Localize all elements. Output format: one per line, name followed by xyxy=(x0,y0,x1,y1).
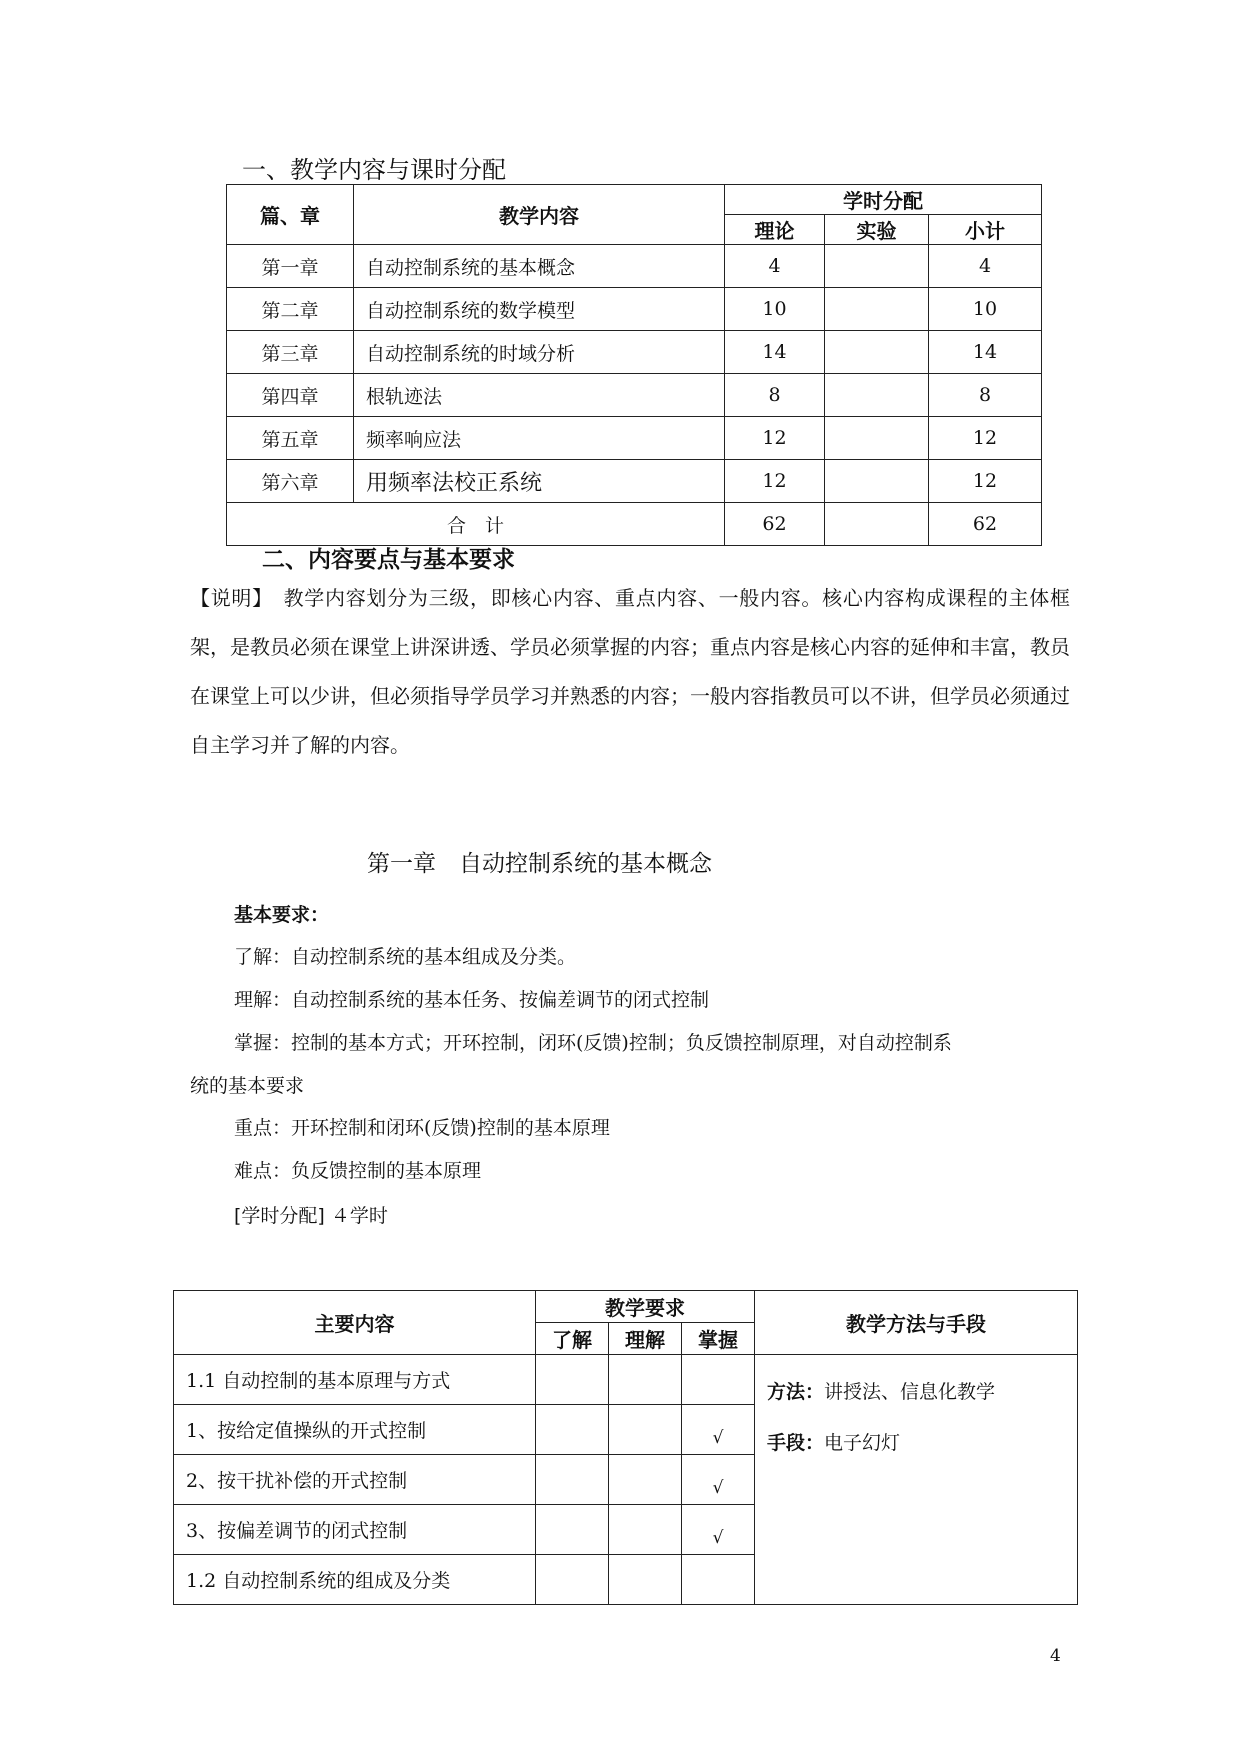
total-label: 合 计 xyxy=(227,503,725,546)
method-cell xyxy=(755,1355,1078,1605)
theory-cell: 12 xyxy=(725,417,825,460)
content-cell: 2、按干扰补偿的开式控制 xyxy=(174,1455,536,1505)
header-content: 教学内容 xyxy=(354,185,725,245)
know-cell xyxy=(536,1555,609,1605)
means-label: 手段： xyxy=(767,1432,825,1454)
master-cell xyxy=(682,1355,755,1405)
page-number: 4 xyxy=(1050,1646,1061,1666)
subtotal-cell: 8 xyxy=(929,374,1042,417)
header-method: 教学方法与手段 xyxy=(755,1291,1078,1355)
header-chapter: 篇、章 xyxy=(227,185,354,245)
experiment-cell xyxy=(825,460,929,503)
header-theory: 理论 xyxy=(725,215,825,245)
chapter-cell: 第六章 xyxy=(227,460,354,503)
total-experiment xyxy=(825,503,929,546)
understand-cell xyxy=(609,1505,682,1555)
section1-title: 一、教学内容与课时分配 xyxy=(242,156,506,184)
master-check: √ xyxy=(682,1505,755,1555)
understand-line: 了解：自动控制系统的基本组成及分类。 xyxy=(234,946,577,968)
know-cell xyxy=(536,1455,609,1505)
theory-cell: 10 xyxy=(725,288,825,331)
content-cell: 频率响应法 xyxy=(354,417,725,460)
section2-title: 二、内容要点与基本要求 xyxy=(262,547,515,573)
chapter-title: 第一章 自动控制系统的基本概念 xyxy=(367,851,712,877)
content-cell: 根轨迹法 xyxy=(354,374,725,417)
master-cell xyxy=(682,1555,755,1605)
content-cell: 1、按给定值操纵的开式控制 xyxy=(174,1405,536,1455)
subtotal-cell: 10 xyxy=(929,288,1042,331)
content-cell: 3、按偏差调节的闭式控制 xyxy=(174,1505,536,1555)
table-row xyxy=(227,245,1042,288)
experiment-cell xyxy=(825,417,929,460)
means-value: 电子幻灯 xyxy=(824,1432,901,1454)
header-master: 掌握 xyxy=(682,1323,755,1355)
table-row xyxy=(227,374,1042,417)
chapter-cell: 第一章 xyxy=(227,245,354,288)
table-row xyxy=(174,1355,1078,1405)
chapter1-content-table xyxy=(173,1290,1078,1605)
theory-cell: 4 xyxy=(725,245,825,288)
understand-cell xyxy=(609,1455,682,1505)
table-row xyxy=(227,460,1042,503)
chapter-cell: 第五章 xyxy=(227,417,354,460)
subtotal-cell: 12 xyxy=(929,417,1042,460)
master-line-1: 掌握：控制的基本方式；开环控制，闭环(反馈)控制；负反馈控制原理，对自动控制系 xyxy=(234,1032,952,1054)
content-cell: 1.1 自动控制的基本原理与方式 xyxy=(174,1355,536,1405)
experiment-cell xyxy=(825,374,929,417)
hours-allocation-line: [学时分配] ４学时 xyxy=(234,1205,388,1227)
theory-cell: 8 xyxy=(725,374,825,417)
know-cell xyxy=(536,1405,609,1455)
experiment-cell xyxy=(825,331,929,374)
table-row xyxy=(227,417,1042,460)
header-understand: 理解 xyxy=(609,1323,682,1355)
content-cell: 自动控制系统的基本概念 xyxy=(354,245,725,288)
total-theory: 62 xyxy=(725,503,825,546)
theory-cell: 14 xyxy=(725,331,825,374)
method-label: 方法： xyxy=(767,1381,825,1403)
master-check: √ xyxy=(682,1455,755,1505)
comprehend-line: 理解：自动控制系统的基本任务、按偏差调节的闭式控制 xyxy=(234,989,710,1011)
header-requirements: 教学要求 xyxy=(536,1291,755,1323)
understand-cell xyxy=(609,1405,682,1455)
description-paragraph: 【说明】 教学内容划分为三级，即核心内容、重点内容、一般内容。核心内容构成课程的主体框架，是教员必须在课堂上讲深讲透、学员必须掌握的内容；重点内容是核心内容的延伸和丰富，教员在课堂上可以少讲，但必须指导学员学习并熟悉的内容；一般内容指教员可以不讲，但学员必须通过自主学习并了解的内容。 xyxy=(190,586,1070,757)
chapter-cell: 第四章 xyxy=(227,374,354,417)
master-line-2: 统的基本要求 xyxy=(190,1075,305,1097)
key-point-line: 重点：开环控制和闭环(反馈)控制的基本原理 xyxy=(234,1117,610,1139)
content-cell: 自动控制系统的数学模型 xyxy=(354,288,725,331)
experiment-cell xyxy=(825,245,929,288)
header-hours: 学时分配 xyxy=(725,185,1042,215)
understand-cell xyxy=(609,1355,682,1405)
difficulty-line: 难点：负反馈控制的基本原理 xyxy=(234,1160,482,1182)
header-main-content: 主要内容 xyxy=(174,1291,536,1355)
table-row xyxy=(227,331,1042,374)
subtotal-cell: 12 xyxy=(929,460,1042,503)
experiment-cell xyxy=(825,288,929,331)
master-check: √ xyxy=(682,1405,755,1455)
content-cell: 自动控制系统的时域分析 xyxy=(354,331,725,374)
content-cell: 用频率法校正系统 xyxy=(354,460,725,503)
subtotal-cell: 14 xyxy=(929,331,1042,374)
total-subtotal: 62 xyxy=(929,503,1042,546)
chapter-cell: 第二章 xyxy=(227,288,354,331)
know-cell xyxy=(536,1355,609,1405)
know-cell xyxy=(536,1505,609,1555)
theory-cell: 12 xyxy=(725,460,825,503)
basic-requirements-label: 基本要求： xyxy=(234,904,330,926)
understand-cell xyxy=(609,1555,682,1605)
hours-allocation-table xyxy=(226,184,1042,546)
subtotal-cell: 4 xyxy=(929,245,1042,288)
total-row xyxy=(227,503,1042,546)
table-row xyxy=(227,288,1042,331)
header-subtotal: 小计 xyxy=(929,215,1042,245)
header-experiment: 实验 xyxy=(825,215,929,245)
header-know: 了解 xyxy=(536,1323,609,1355)
chapter-cell: 第三章 xyxy=(227,331,354,374)
content-cell: 1.2 自动控制系统的组成及分类 xyxy=(174,1555,536,1605)
method-value: 讲授法、信息化教学 xyxy=(824,1381,996,1403)
